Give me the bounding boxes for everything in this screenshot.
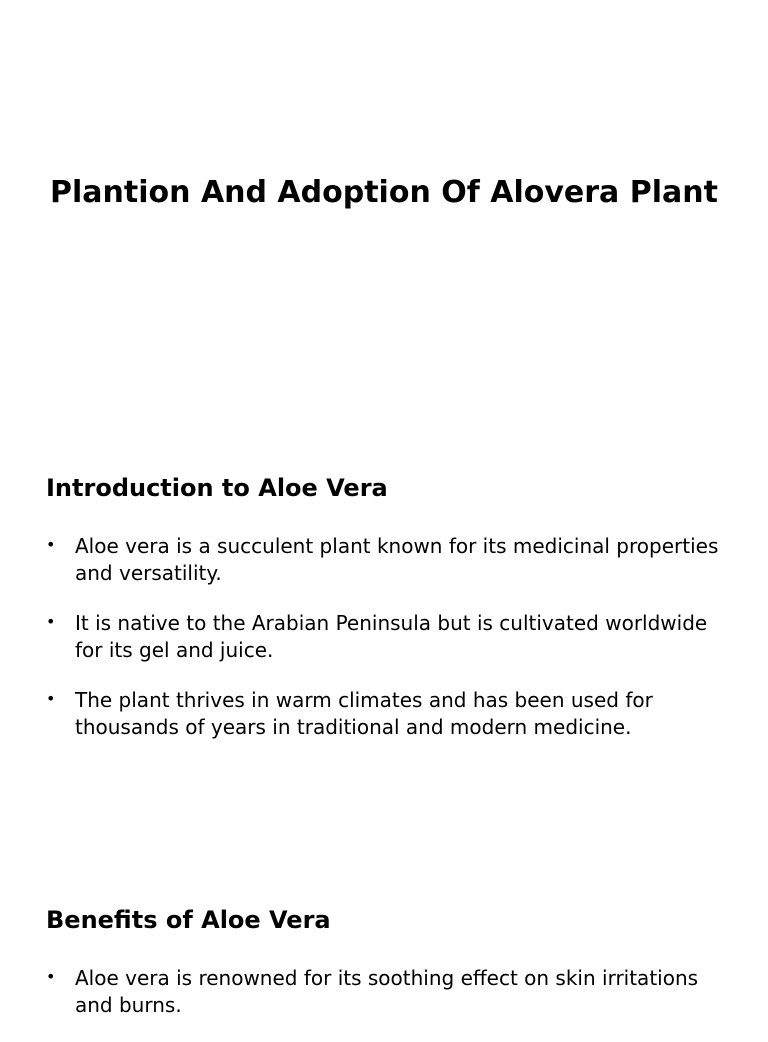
introduction-bullet-list [46,533,726,764]
bullet-text: Aloe vera is renowned for its soothing effect on skin irritations and burns. [75,966,699,1017]
bullet-item [46,965,726,1019]
section-heading-introduction: Introduction to Aloe Vera [46,474,388,502]
bullet-item [46,533,726,587]
benefits-bullet-list [46,965,726,1042]
bullet-text: Aloe vera is a succulent plant known for its medicinal properties and versatility. [75,534,719,585]
bullet-icon: • [46,967,56,986]
bullet-icon: • [46,689,56,708]
bullet-item [46,687,726,741]
document-title: Plantion And Adoption Of Alovera Plant [50,175,718,210]
bullet-icon: • [46,612,56,631]
bullet-text: The plant thrives in warm climates and has been used for thousands of years in traditional and modern medicine. [75,688,653,739]
bullet-icon: • [46,535,56,554]
section-heading-benefits: Benefits of Aloe Vera [46,906,331,934]
bullet-text: It is native to the Arabian Peninsula but is cultivated worldwide for its gel and juice. [75,611,708,662]
bullet-item [46,610,726,664]
